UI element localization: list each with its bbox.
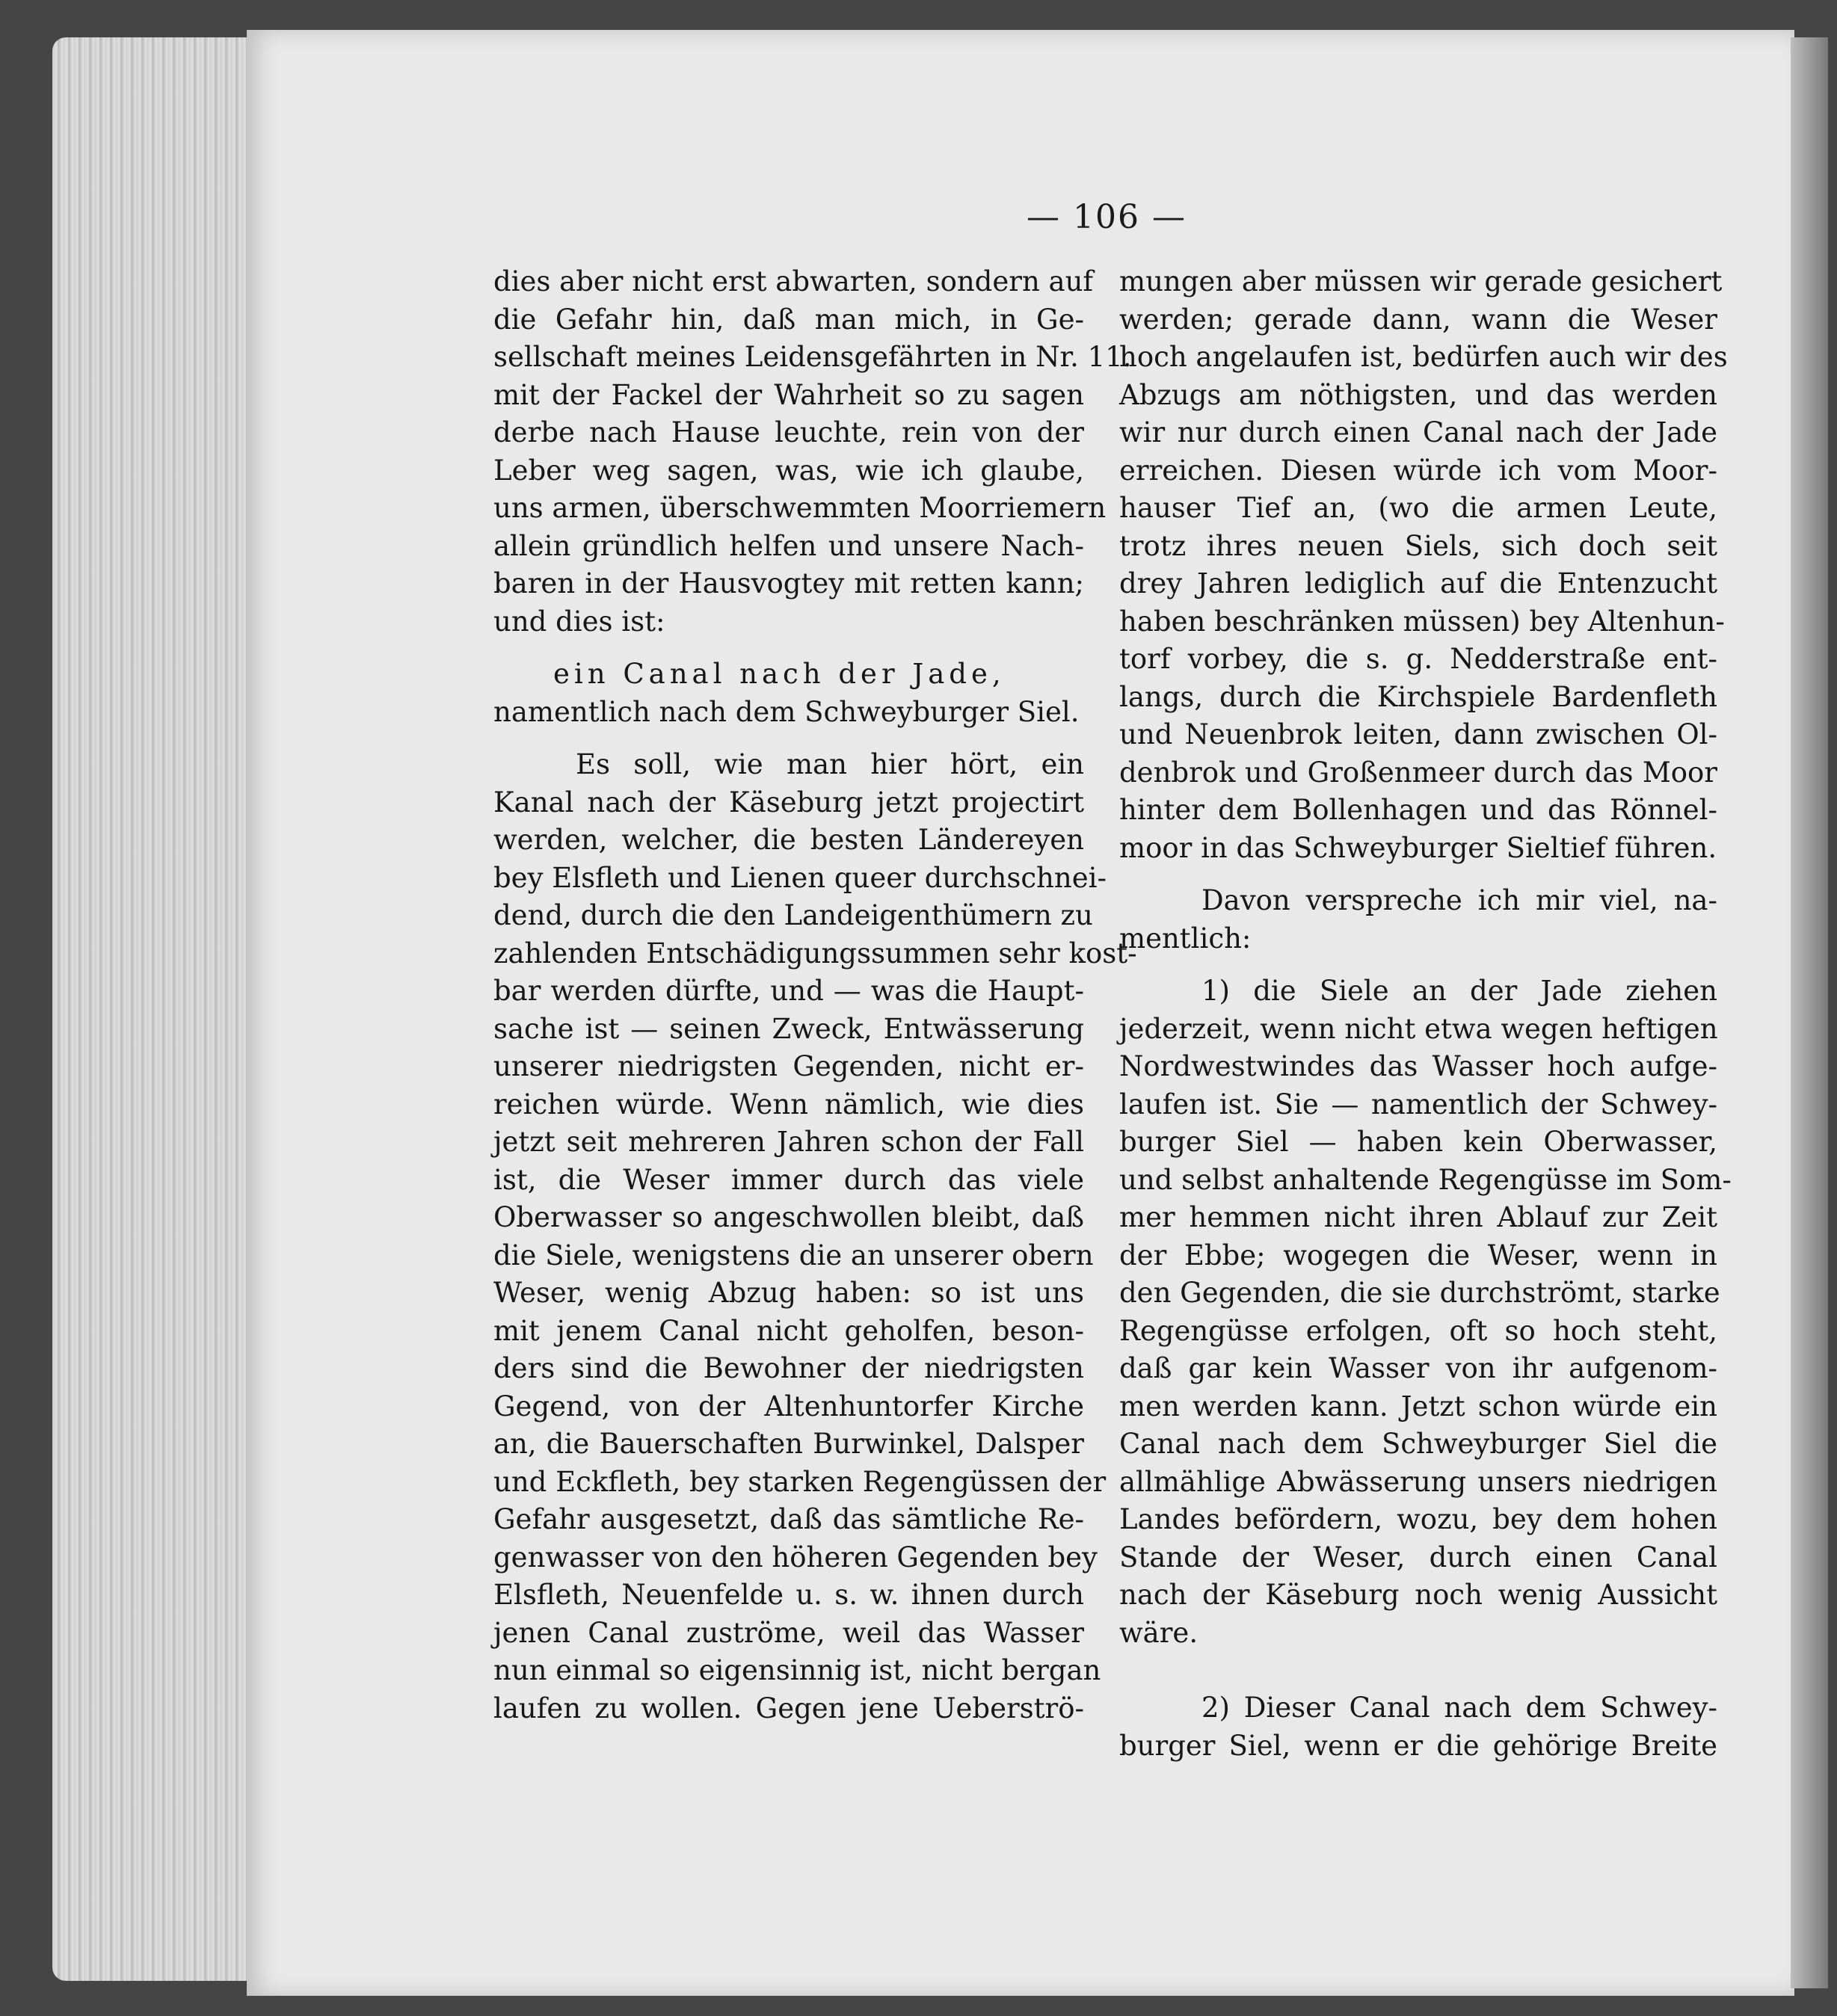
text-line: den Gegenden, die sie durchströmt, starke (1119, 1277, 1720, 1309)
text-line: an, die Bauerschaften Burwinkel, Dalsper (493, 1428, 1084, 1460)
text-line: sache ist — seinen Zweck, Entwässerung (493, 1012, 1084, 1045)
text-line: jederzeit, wenn nicht etwa wegen heftigen (1119, 1012, 1718, 1045)
text-line: zahlenden Entschädigungssummen sehr kost- (493, 937, 1137, 970)
text-line: Oberwasser so angeschwollen bleibt, daß (493, 1201, 1084, 1233)
text-line: die Siele, wenigstens die an unserer obern (493, 1239, 1094, 1271)
text-line: mer hemmen nicht ihren Ablauf zur Zeit (1119, 1201, 1717, 1233)
right-column (1119, 263, 1732, 1765)
text-line: trotz ihres neuen Siels, sich doch seit (1119, 529, 1717, 562)
text-line: jetzt seit mehreren Jahren schon der Fall (493, 1126, 1084, 1158)
text-line: 1) die Siele an der Jade ziehen (1201, 975, 1717, 1007)
text-line: dend, durch die den Landeigenthümern zu (493, 899, 1093, 931)
text-line: Davon verspreche ich mir viel, na- (1201, 884, 1717, 916)
text-line: hinter dem Bollenhagen und das Rönnel- (1119, 794, 1717, 826)
text-line: Weser, wenig Abzug haben: so ist uns (493, 1277, 1084, 1309)
text-line: Leber weg sagen, was, wie ich glaube, (493, 454, 1084, 487)
text-line: genwasser von den höheren Gegenden bey (493, 1541, 1098, 1573)
text-line: erreichen. Diesen würde ich vom Moor- (1119, 454, 1717, 487)
text-line: die Gefahr hin, daß man mich, in Ge- (493, 303, 1084, 336)
text-line: bar werden dürfte, und — was die Haupt- (493, 975, 1084, 1007)
text-line: Stande der Weser, durch einen Canal (1119, 1541, 1717, 1573)
text-line: und dies ist: (493, 605, 665, 638)
text-line: mit jenem Canal nicht geholfen, beson- (493, 1314, 1084, 1347)
text-line: dies aber nicht erst abwarten, sondern auf (493, 265, 1094, 298)
text-line: allein gründlich helfen und unsere Nach- (493, 529, 1084, 562)
text-line: mungen aber müssen wir gerade gesichert (1119, 265, 1723, 298)
text-line: und Eckfleth, bey starken Regengüssen der (493, 1465, 1107, 1498)
section-subheading: namentlich nach dem Schweyburger Siel. (493, 695, 1080, 728)
text-line: Elsfleth, Neuenfelde u. s. w. ihnen durch (493, 1579, 1084, 1611)
text-line: und selbst anhaltende Regengüsse im Som- (1119, 1163, 1732, 1196)
text-line: burger Siel — haben kein Oberwasser, (1119, 1126, 1717, 1158)
left-paragraph-1 (493, 263, 1132, 641)
text-line: laufen zu wollen. Gegen jene Ueberströ- (493, 1692, 1084, 1724)
text-line: werden, welcher, die besten Ländereyen (493, 824, 1084, 856)
text-line: moor in das Schweyburger Sieltief führen. (1119, 831, 1717, 864)
right-paragraph-3 (1119, 972, 1732, 1652)
text-line: werden; gerade dann, wann die Weser (1119, 303, 1717, 336)
text-line: Gegend, von der Altenhuntorfer Kirche (493, 1390, 1084, 1422)
text-line: bey Elsfleth und Lienen queer durchschnei- (493, 861, 1107, 894)
text-line: drey Jahren lediglich auf die Entenzucht (1119, 567, 1717, 599)
left-paragraph-2 (493, 746, 1137, 1727)
text-line: mit der Fackel der Wahrheit so zu sagen (493, 378, 1084, 411)
text-line: Abzugs am nöthigsten, und das werden (1119, 378, 1717, 411)
text-line: haben beschränken müssen) bey Altenhun- (1119, 605, 1725, 638)
text-line: laufen ist. Sie — namentlich der Schwey- (1119, 1088, 1717, 1120)
text-line: 2) Dieser Canal nach dem Schwey- (1201, 1692, 1717, 1724)
text-line: wäre. (1119, 1616, 1198, 1649)
right-paragraph-1 (1119, 263, 1728, 867)
text-line: sellschaft meines Leidensgefährten in Nr. 11. (493, 341, 1132, 373)
text-line: men werden kann. Jetzt schon würde ein (1119, 1390, 1717, 1422)
text-line: jenen Canal zuströme, weil das Wasser (493, 1616, 1084, 1649)
text-line: Es soll, wie man hier hört, ein (576, 748, 1084, 780)
page-gutter-shadow (1791, 37, 1828, 1988)
right-paragraph-2 (1119, 882, 1717, 958)
text-line: langs, durch die Kirchspiele Bardenfleth (1119, 680, 1717, 713)
text-line: reichen würde. Wenn nämlich, wie dies (493, 1088, 1084, 1120)
text-line: Regengüsse erfolgen, oft so hoch steht, (1119, 1314, 1717, 1347)
text-line: nun einmal so eigensinnig ist, nicht bergan (493, 1654, 1101, 1686)
text-line: torf vorbey, die s. g. Nedderstraße ent- (1119, 643, 1717, 675)
text-line: ist, die Weser immer durch das viele (493, 1163, 1084, 1196)
page-number: — 106 — (1027, 198, 1187, 236)
text-line: Canal nach dem Schweyburger Siel die (1119, 1428, 1717, 1460)
text-line: hauser Tief an, (wo die armen Leute, (1119, 492, 1717, 524)
text-line: uns armen, überschwemmten Moorriemern (493, 492, 1107, 524)
text-line: Gefahr ausgesetzt, daß das sämtliche Re- (493, 1503, 1084, 1535)
right-paragraph-4 (1119, 1689, 1717, 1765)
text-line: unserer niedrigsten Gegenden, nicht er- (493, 1050, 1084, 1082)
text-line: Nordwestwindes das Wasser hoch aufge- (1119, 1050, 1717, 1082)
stacked-page-edges (52, 37, 269, 1981)
left-column (493, 263, 1137, 1727)
text-line: hoch angelaufen ist, bedürfen auch wir des (1119, 341, 1728, 373)
text-line: ders sind die Bewohner der niedrigsten (493, 1352, 1084, 1384)
text-line: burger Siel, wenn er die gehörige Breite (1119, 1729, 1717, 1762)
text-line: nach der Käseburg noch wenig Aussicht (1119, 1579, 1717, 1611)
text-line: mentlich: (1119, 922, 1252, 955)
text-line: baren in der Hausvogtey mit retten kann; (493, 567, 1084, 599)
text-line: der Ebbe; wogegen die Weser, wenn in (1119, 1239, 1717, 1271)
text-line: derbe nach Hause leuchte, rein von der (493, 416, 1084, 448)
text-line: allmählige Abwässerung unsers niedrigen (1119, 1465, 1717, 1498)
text-line: denbrok und Großenmeer durch das Moor (1119, 756, 1717, 789)
text-line: Landes befördern, wozu, bey dem hohen (1119, 1503, 1717, 1535)
text-line: Kanal nach der Käseburg jetzt projectirt (493, 786, 1084, 819)
section-heading: ein Canal nach der Jade, (553, 658, 1006, 690)
text-line: wir nur durch einen Canal nach der Jade (1119, 416, 1717, 448)
text-line: daß gar kein Wasser von ihr aufgenom- (1119, 1352, 1717, 1384)
text-line: und Neuenbrok leiten, dann zwischen Ol- (1119, 718, 1717, 750)
